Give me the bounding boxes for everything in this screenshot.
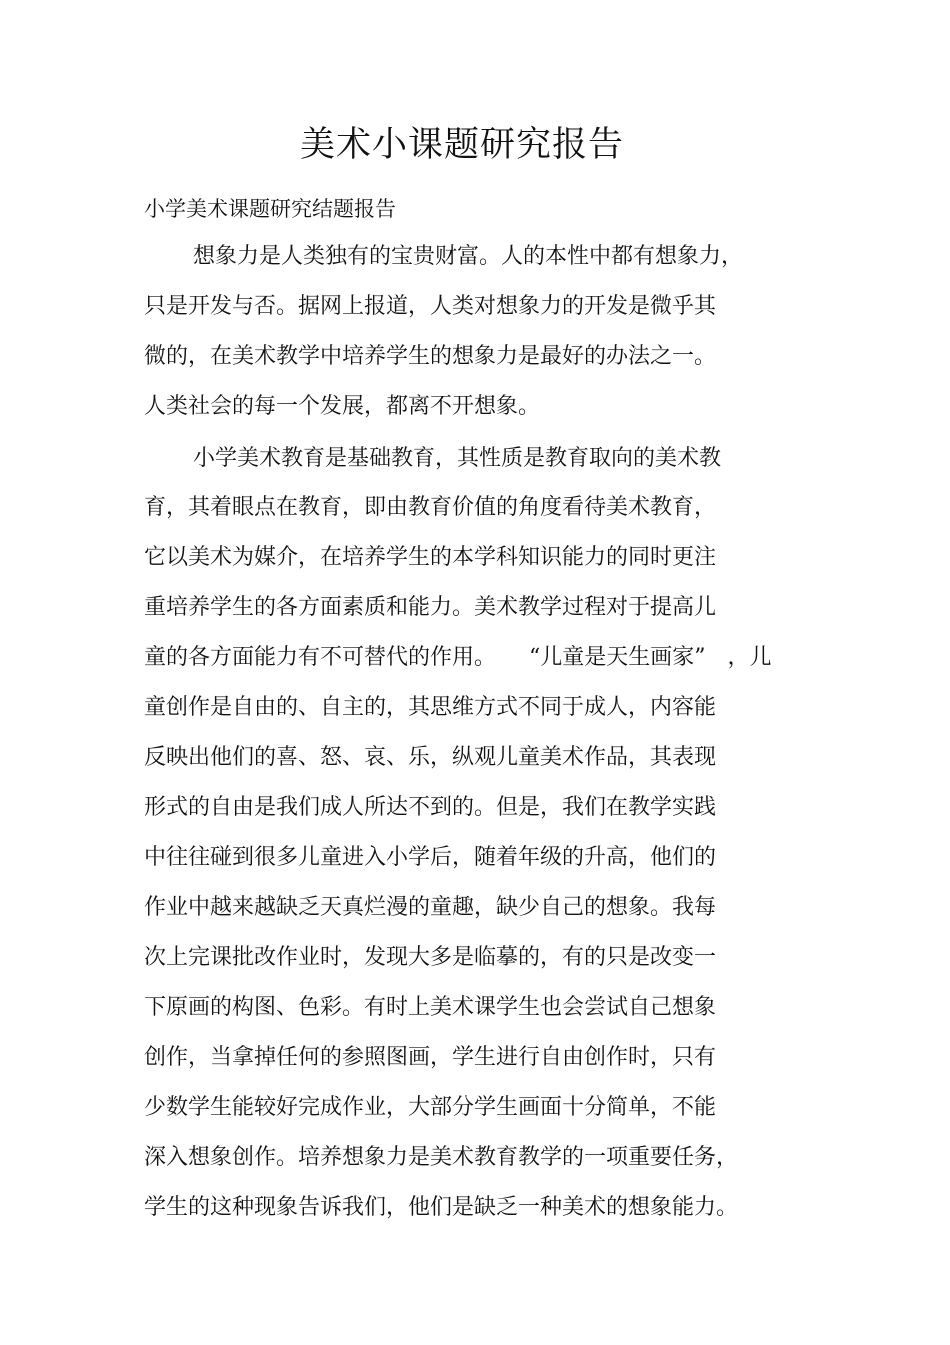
paragraph-line: 人类社会的每一个发展，都离不开想象。 (144, 394, 541, 419)
paragraph-line: 次上完课批改作业时，发现大多是临摹的，有的只是改变一 (144, 945, 717, 970)
paragraph-line: 作业中越来越缺乏天真烂漫的童趣，缺少自己的想象。我每 (144, 895, 717, 920)
paragraph-line: 下原画的构图、色彩。有时上美术课学生也会尝试自己想象 (144, 995, 717, 1020)
paragraph-line: 学生的这种现象告诉我们，他们是缺乏一种美术的想象能力。 (144, 1195, 739, 1220)
paragraph-line: 童的各方面能力有不可替代的作用。 “儿童是天生画家” ，儿 (144, 645, 772, 670)
paragraph-line: 它以美术为媒介，在培养学生的本学科知识能力的同时更注 (144, 545, 717, 570)
paragraph-line: 只是开发与否。据网上报道，人类对想象力的开发是微乎其 (144, 294, 717, 319)
paragraph-line: 微的，在美术教学中培养学生的想象力是最好的办法之一。 (144, 344, 717, 369)
paragraph-line: 形式的自由是我们成人所达不到的。但是，我们在教学实践 (144, 795, 717, 820)
paragraph-line: 育，其着眼点在教育，即由教育价值的角度看待美术教育， (144, 495, 717, 520)
paragraph-line: 中往往碰到很多儿童进入小学后，随着年级的升高，他们的 (144, 845, 717, 870)
paragraph-line: 小学美术教育是基础教育，其性质是教育取向的美术教 (193, 446, 722, 471)
paragraph-line: 少数学生能较好完成作业，大部分学生画面十分简单，不能 (144, 1095, 717, 1120)
paragraph-line: 童创作是自由的、自主的，其思维方式不同于成人，内容能 (144, 695, 717, 720)
paragraph-line: 反映出他们的喜、怒、哀、乐，纵观儿童美术作品，其表现 (144, 745, 717, 770)
paragraph-line: 创作，当拿掉任何的参照图画，学生进行自由创作时，只有 (144, 1045, 717, 1070)
document-title: 美术小课题研究报告 (299, 125, 624, 165)
document-subtitle: 小学美术课题研究结题报告 (144, 197, 396, 221)
paragraph-line: 重培养学生的各方面素质和能力。美术教学过程对于提高儿 (144, 595, 717, 620)
paragraph-line: 深入想象创作。培养想象力是美术教育教学的一项重要任务， (144, 1145, 739, 1170)
paragraph-line: 想象力是人类独有的宝贵财富。人的本性中都有想象力， (193, 244, 744, 269)
